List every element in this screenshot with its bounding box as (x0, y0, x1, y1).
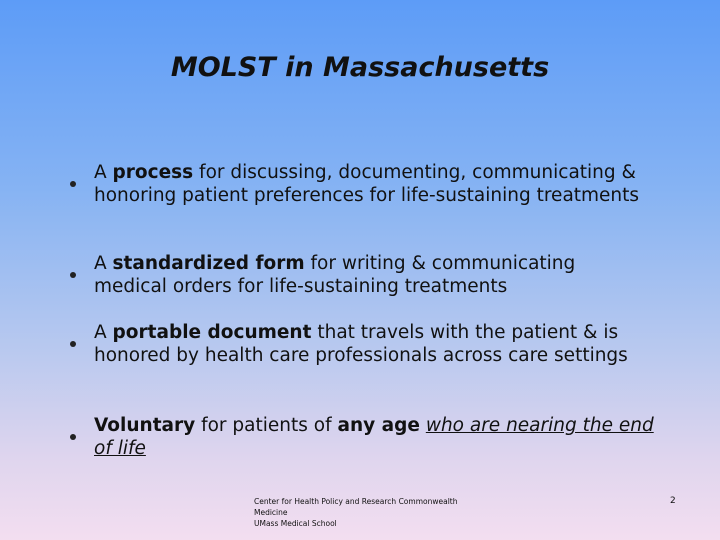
bullet-text (94, 321, 654, 367)
slide-title: MOLST in Massachusetts (170, 52, 550, 83)
bullet-dot-icon (70, 181, 76, 187)
bold-term: any age (337, 415, 420, 436)
bullet-dot-icon (70, 341, 76, 347)
bullet-text (94, 252, 654, 298)
bold-term: Voluntary (94, 415, 196, 436)
text-segment: that travels with the patient & is honored by health care professionals across care settings (94, 322, 628, 366)
text-segment: for discussing, documenting, communicating & honoring patient preferences for life-sustaining treatments (94, 162, 640, 206)
text-segment: A (94, 162, 113, 183)
bullet-dot-icon (70, 434, 76, 440)
footer-line: Center for Health Policy and Research Commonwealth (254, 497, 458, 506)
text-segment: for patients of (195, 415, 338, 436)
text-segment: A (94, 253, 113, 274)
bullet-text (94, 161, 654, 207)
bold-term: standardized form (112, 253, 305, 274)
bullet-text (94, 414, 654, 460)
footer-line: Medicine (254, 508, 288, 517)
underlined-phrase: who are nearing the end of life (94, 415, 654, 459)
footer-line: UMass Medical School (254, 519, 337, 528)
footer-attribution (254, 496, 494, 529)
bold-term: process (112, 162, 194, 183)
text-segment: A (94, 322, 113, 343)
page-number: 2 (670, 496, 676, 506)
text-segment: for writing & communicating medical orders for life-sustaining treatments (94, 253, 576, 297)
bold-term: portable document (112, 322, 312, 343)
bullet-dot-icon (70, 272, 76, 278)
